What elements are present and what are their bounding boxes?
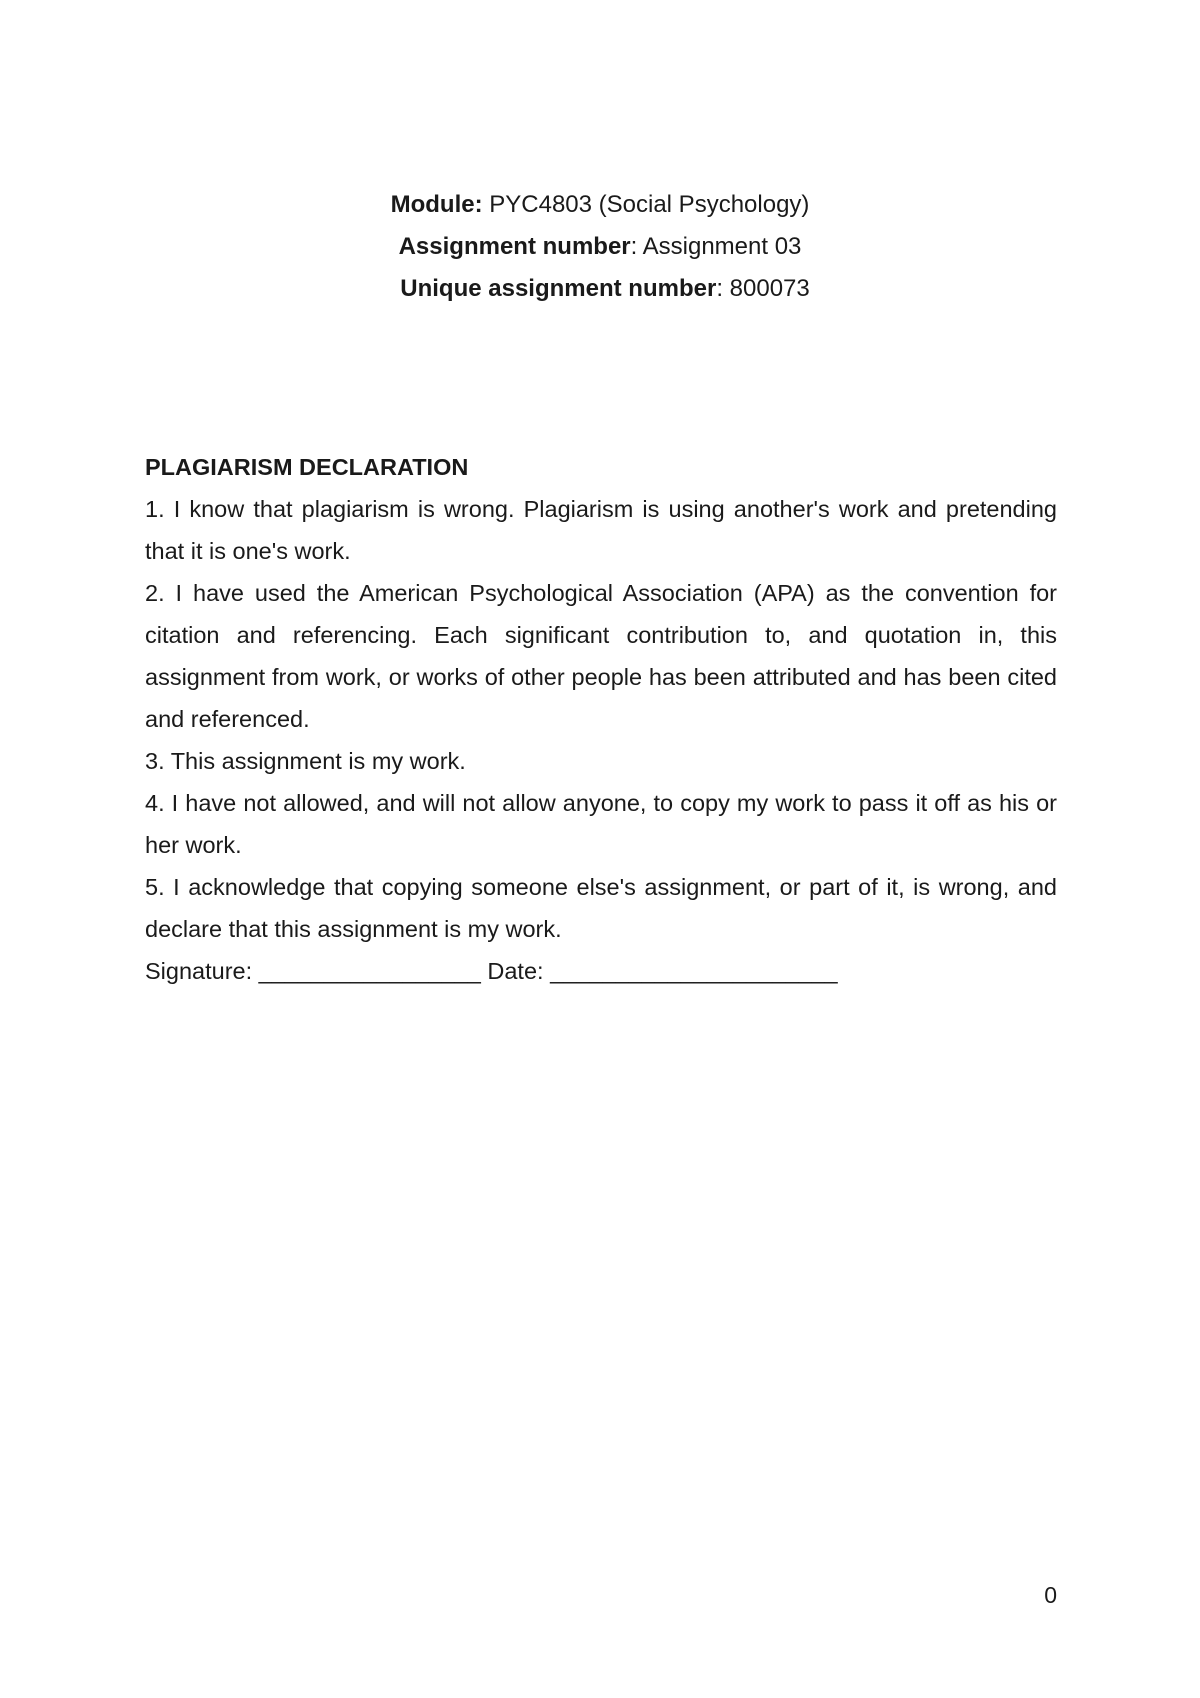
- unique-assignment-number-line: [0, 268, 1200, 310]
- declaration-item-2: 2. I have used the American Psychological Association (APA) as the convention for citation and referencing. Each significant contribution to, and quotation in, this assignment from work, or works of other people has been attributed and has been cited and referenced.: [145, 580, 1057, 732]
- module-line: [0, 184, 1200, 226]
- declaration-item-3: 3. This assignment is my work.: [145, 748, 466, 774]
- module-value: PYC4803 (Social Psychology): [482, 191, 810, 218]
- assignment-number-value: : Assignment 03: [630, 233, 802, 260]
- unique-assignment-number-value: : 800073: [716, 275, 810, 302]
- assignment-number-label: Assignment number: [398, 233, 631, 260]
- assignment-number-line: [0, 226, 1200, 268]
- unique-assignment-number-label: Unique assignment number: [400, 275, 717, 302]
- assignment-header: [0, 184, 1200, 310]
- declaration-item-5: 5. I acknowledge that copying someone else's assignment, or part of it, is wrong, and declare that this assignment is my work.: [145, 874, 1057, 942]
- module-label: Module:: [390, 191, 483, 218]
- declaration-item-1: 1. I know that plagiarism is wrong. Plagiarism is using another's work and pretending that it is one's work.: [145, 496, 1057, 564]
- page-number: 0: [1044, 1582, 1057, 1608]
- signature-date-line: Signature: _________________ Date: ______________________: [145, 958, 838, 984]
- plagiarism-declaration: [145, 446, 1057, 992]
- declaration-title: PLAGIARISM DECLARATION: [145, 454, 469, 480]
- declaration-item-4: 4. I have not allowed, and will not allow anyone, to copy my work to pass it off as his or her work.: [145, 790, 1057, 858]
